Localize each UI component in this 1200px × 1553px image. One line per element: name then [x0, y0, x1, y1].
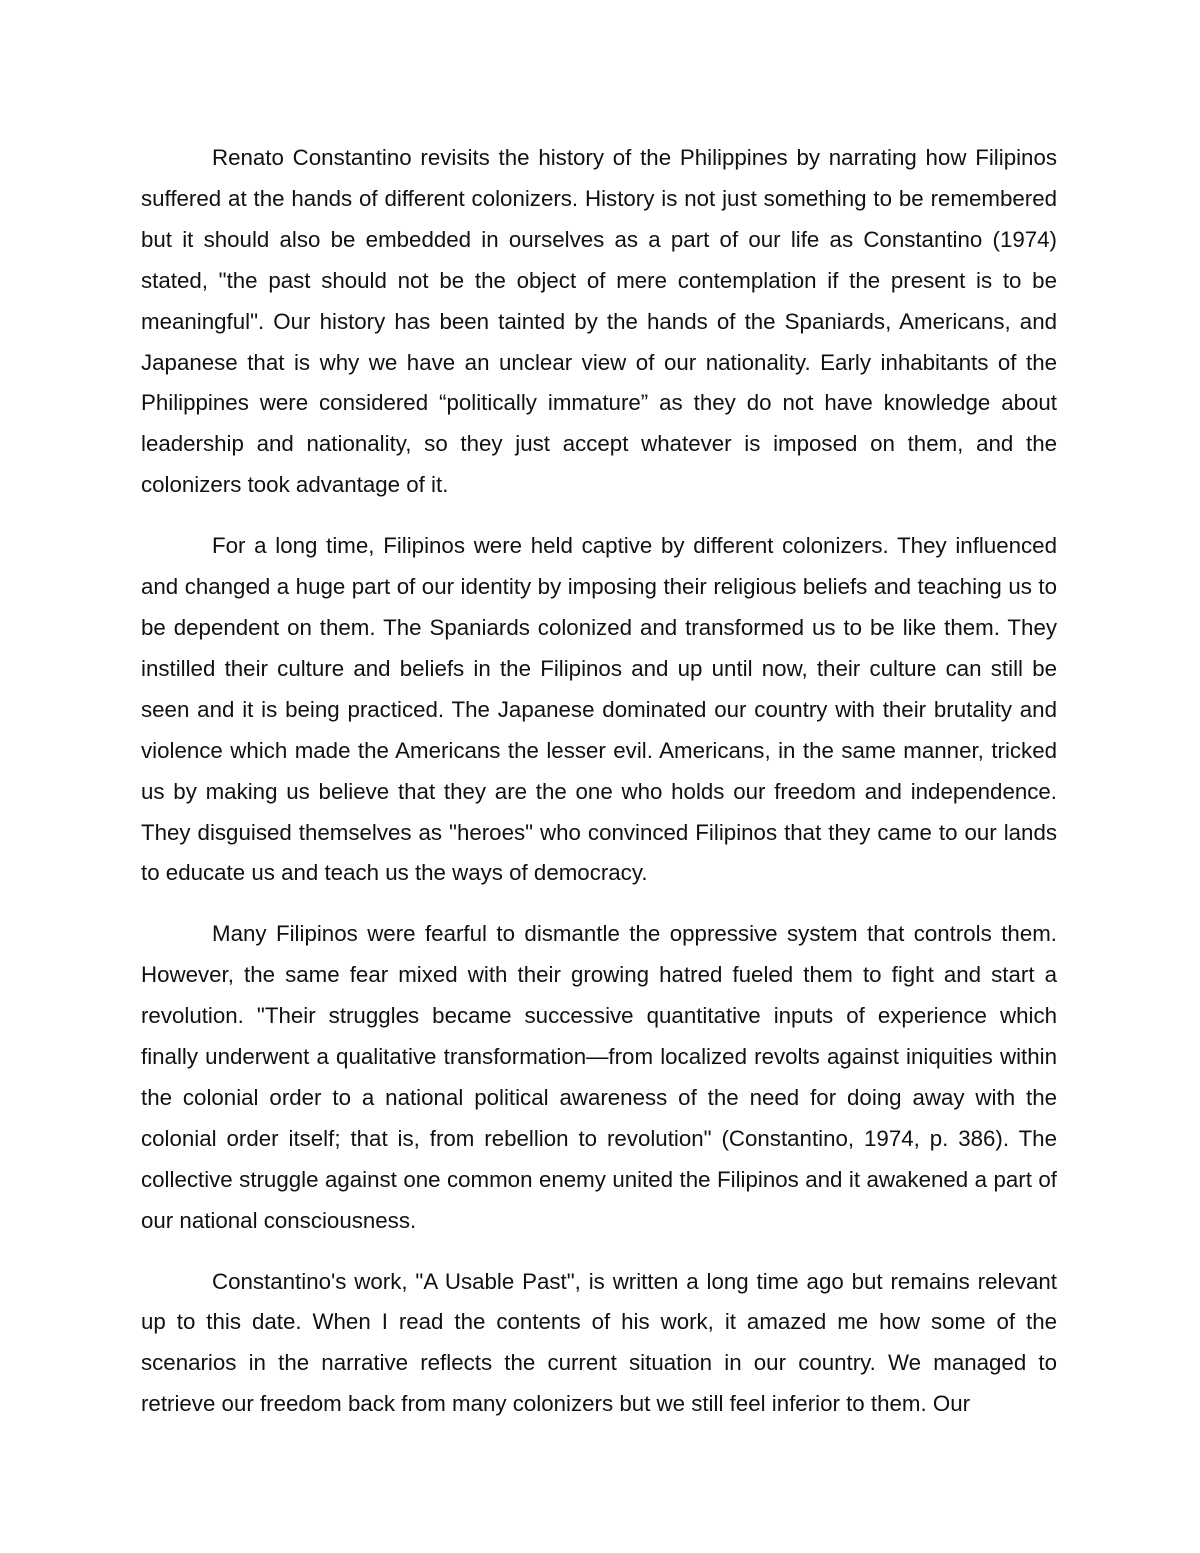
paragraph-3: Many Filipinos were fearful to dismantle the oppressive system that controls them. However, the same fear mixed with their growing hatred fueled them to fight and start a revolution. "Their struggles became successive quantitative inputs of experience which finally underwent a qualitative transformation—from localized revolts against iniquities within the colonial order to a national political awareness of the need for doing away with the colonial order itself; that is, from rebellion to revolution" (Constantino, 1974, p. 386). The collective struggle against one common enemy united the Filipinos and it awakened a part of our national consciousness. — [141, 921, 1057, 1233]
document-body — [141, 138, 1057, 1425]
paragraph-1: Renato Constantino revisits the history of the Philippines by narrating how Filipinos suffered at the hands of different colonizers. History is not just something to be remembered but it should also be embedded in ourselves as a part of our life as Constantino (1974) stated, "the past should not be the object of mere contemplation if the present is to be meaningful". Our history has been tainted by the hands of the Spaniards, Americans, and Japanese that is why we have an unclear view of our nationality. Early inhabitants of the Philippines were considered “politically immature” as they do not have knowledge about leadership and nationality, so they just accept whatever is imposed on them, and the colonizers took advantage of it. — [141, 145, 1057, 498]
paragraph-4: Constantino's work, "A Usable Past", is written a long time ago but remains relevant up to this date. When I read the contents of his work, it amazed me how some of the scenarios in the narrative reflects the current situation in our country. We managed to retrieve our freedom back from many colonizers but we still feel inferior to them. Our — [141, 1268, 1057, 1417]
paragraph-2: For a long time, Filipinos were held captive by different colonizers. They influenced and changed a huge part of our identity by imposing their religious beliefs and teaching us to be dependent on them. The Spaniards colonized and transformed us to be like them. They instilled their culture and beliefs in the Filipinos and up until now, their culture can still be seen and it is being practiced. The Japanese dominated our country with their brutality and violence which made the Americans the lesser evil. Americans, in the same manner, tricked us by making us believe that they are the one who holds our freedom and independence. They disguised themselves as "heroes" who convinced Filipinos that they came to our lands to educate us and teach us the ways of democracy. — [141, 533, 1057, 886]
